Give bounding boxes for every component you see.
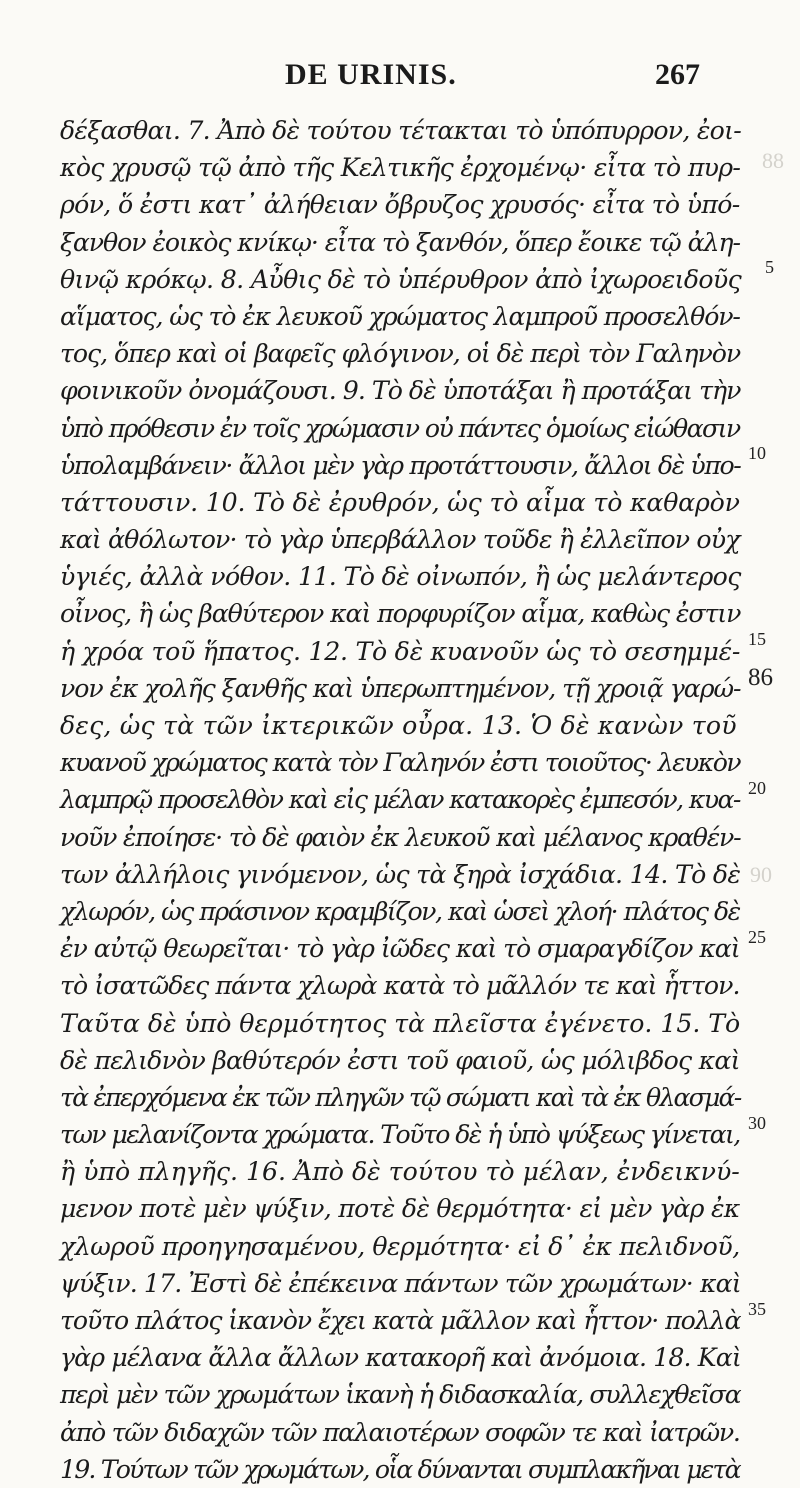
text-line: φοινικοῦν ὀνομάζουσι. 9. Τὸ δὲ ὑποτάξαι ἢ προτάξαι τὴν [60, 376, 741, 406]
line-number-5: 5 [765, 257, 774, 277]
text-body [60, 112, 740, 1488]
text-line: ἡ χρόα τοῦ ἥπατος. 12. Τὸ δὲ κυανοῦν ὡς τὸ σεσημμέ- [60, 636, 741, 666]
line-number-20: 20 [748, 778, 766, 798]
text-line: ὑγιές, ἀλλὰ νόθον. 11. Τὸ δὲ οἰνωπόν, ἢ ὡς μελάντερος [60, 562, 741, 592]
text-line: ξανθον ἐοικὸς κνίκῳ· εἶτα τὸ ξανθόν, ὅπερ ἔοικε τῷ ἀλη- [60, 227, 740, 257]
text-line: νοῦν ἐποίησε· τὸ δὲ φαιὸν ἐκ λευκοῦ καὶ μέλανος κραθέν- [60, 822, 741, 852]
text-line: νον ἐκ χολῆς ξανθῆς καὶ ὑπερωπτημένον, τῇ χροιᾷ γαρώ- [60, 673, 741, 703]
text-line: περὶ μὲν τῶν χρωμάτων ἱκανὴ ἡ διδασκαλία, συλλεχθεῖσα [60, 1380, 741, 1410]
text-line: ρόν, ὅ ἐστι κατ᾽ ἀλήθειαν ὄβρυζος χρυσός· εἶτα τὸ ὑπό- [60, 190, 740, 220]
text-line: αἵματος, ὡς τὸ ἐκ λευκοῦ χρώματος λαμπροῦ προσελθόν- [60, 301, 740, 331]
text-line: Ταῦτα δὲ ὑπὸ θερμότητος τὰ πλεῖστα ἐγένετο. 15. Τὸ [60, 1008, 741, 1038]
text-line: τος, ὅπερ καὶ οἱ βαφεῖς φλόγινον, οἱ δὲ περὶ τὸν Γαληνὸν [60, 339, 741, 369]
text-line: των μελανίζοντα χρώματα. Τοῦτο δὲ ἡ ὑπὸ ψύξεως γίνεται, [60, 1120, 740, 1150]
text-line: ὑπολαμβάνειν· ἄλλοι μὲν γὰρ προτάττουσιν, ἄλλοι δὲ ὑπο- [60, 450, 741, 480]
text-line: ἀπὸ τῶν διδαχῶν τῶν παλαιοτέρων σοφῶν τε καὶ ἰατρῶν. [60, 1417, 740, 1447]
text-line: ἢ ὑπὸ πληγῆς. 16. Ἀπὸ δὲ τούτου τὸ μέλαν, ἐνδεικνύ- [60, 1157, 740, 1187]
line-number-35: 35 [748, 1299, 766, 1319]
text-line: δὲ πελιδνὸν βαθύτερόν ἐστι τοῦ φαιοῦ, ὡς μόλιβδος καὶ [60, 1045, 740, 1075]
text-line: τάττουσιν. 10. Τὸ δὲ ἐρυθρόν, ὡς τὸ αἷμα τὸ καθαρὸν [60, 487, 740, 517]
text-line: ἐν αὐτῷ θεωρεῖται· τὸ γὰρ ἰῶδες καὶ τὸ σμαραγδίζον καὶ [60, 934, 740, 964]
line-number-15: 15 [748, 629, 766, 649]
bleed-through-mark: 90 [750, 862, 772, 887]
text-line: κυανοῦ χρώματος κατὰ τὸν Γαληνόν ἐστι τοιοῦτος· λευκὸν [60, 748, 741, 778]
text-line: θινῷ κρόκῳ. 8. Αὖθις δὲ τὸ ὑπέρυθρον ἀπὸ ἰχωροειδοῦς [60, 264, 742, 294]
line-number-25: 25 [748, 927, 766, 947]
text-line: δέξασθαι. 7. Ἀπὸ δὲ τούτου τέτακται τὸ ὑπόπυρρον, ἐοι- [60, 116, 741, 145]
text-line: λαμπρῷ προσελθὸν καὶ εἰς μέλαν κατακορὲς ἐμπεσόν, κυα- [60, 785, 740, 815]
page-header [0, 58, 800, 98]
running-title: DE URINIS. [285, 58, 457, 91]
bleed-through-mark: 88 [762, 148, 784, 173]
text-line: οἶνος, ἢ ὡς βαθύτερον καὶ πορφυρίζον αἷμα, καθὼς ἐστιν [60, 599, 741, 629]
text-line: χλωρόν, ὡς πράσινον κραμβίζον, καὶ ὡσεὶ χλοή· πλάτος δὲ [60, 896, 740, 926]
page-number: 267 [655, 58, 700, 91]
text-line: καὶ ἀθόλωτον· τὸ γὰρ ὑπερβάλλον τοῦδε ἢ ἐλλεῖπον οὐχ [60, 525, 740, 555]
text-line: δες, ὡς τὰ τῶν ἰκτερικῶν οὖρα. 13. Ὁ δὲ κανὼν τοῦ [60, 711, 737, 740]
text-line: τὸ ἰσατῶδες πάντα χλωρὰ κατὰ τὸ μᾶλλόν τε καὶ ἧττον. [60, 971, 740, 1001]
text-line: μενον ποτὲ μὲν ψύξιν, ποτὲ δὲ θερμότητα· εἰ μὲν γὰρ ἐκ [60, 1194, 740, 1224]
text-line: 19. Τούτων τῶν χρωμάτων, οἷα δύνανται συμπλακῆναι μετὰ [60, 1454, 740, 1484]
text-line: γὰρ μέλανα ἄλλα ἄλλων κατακορῆ καὶ ἀνόμοια. 18. Καὶ [60, 1343, 741, 1373]
text-line: τοῦτο πλάτος ἱκανὸν ἔχει κατὰ μᾶλλον καὶ ἧττον· πολλὰ [60, 1306, 741, 1335]
text-line: ὑπὸ πρόθεσιν ἐν τοῖς χρώμασιν οὐ πάντες ὁμοίως εἰώθασιν [60, 413, 740, 443]
line-number-30: 30 [748, 1113, 766, 1133]
margin-page-reference: 86 [748, 664, 773, 691]
line-number-10: 10 [748, 443, 766, 463]
text-line: τὰ ἐπερχόμενα ἐκ τῶν πληγῶν τῷ σώματι καὶ τὰ ἐκ θλασμά- [60, 1082, 741, 1112]
text-line: των ἀλλήλοις γινόμενον, ὡς τὰ ξηρὰ ἰσχάδια. 14. Τὸ δὲ [60, 859, 741, 889]
text-line: κὸς χρυσῷ τῷ ἀπὸ τῆς Κελτικῆς ἐρχομένῳ· εἶτα τὸ πυρ- [60, 153, 741, 183]
text-line: χλωροῦ προηγησαμένου, θερμότητα· εἰ δ᾽ ἐκ πελιδνοῦ, [60, 1231, 740, 1261]
text-line: ψύξιν. 17. Ἐστὶ δὲ ἐπέκεινα πάντων τῶν χρωμάτων· καὶ [60, 1268, 741, 1298]
